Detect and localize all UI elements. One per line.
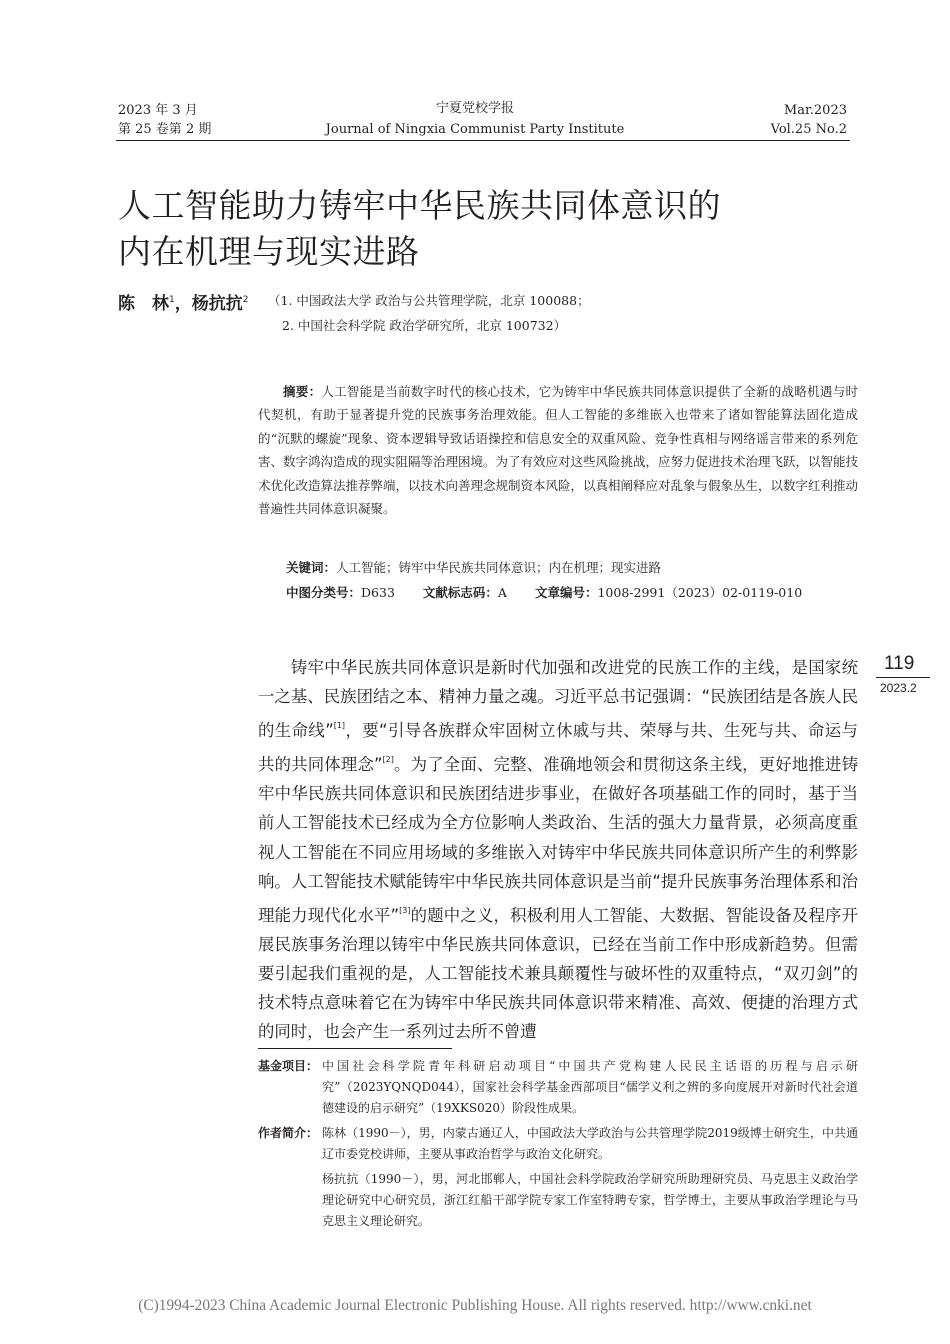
- body-text-run: 铸牢中华民族共同体意识是新时代加强和改进党的民族工作的主线，是国家统一之基、民族团结之本、精神力量之魂。习近平总书记强调：“民族团结是各族人民的生命线”: [258, 658, 858, 741]
- author-affiliation-mark: 2: [242, 295, 249, 305]
- fund-label: 基金项目：: [258, 1059, 319, 1073]
- body-paragraph: [258, 653, 858, 1046]
- author-bio-note: [258, 1123, 858, 1232]
- doc-code-label: 文献标志码：: [422, 585, 498, 600]
- doc-code-value: A: [497, 585, 507, 600]
- affiliation-line-1: （1. 中国政法大学 政治与公共管理学院，北京 100088；: [268, 293, 590, 308]
- affiliation-line-2: 2. 中国社会科学院 政治学研究所，北京 100732）: [282, 318, 567, 333]
- fund-text: 中国社会科学院青年科研启动项目“中国共产党构建人民民主话语的历程与启示研究”（2023YQNQD044），国家社会科学基金西部项目“儒学义利之辨的多向度展开对新时代社会道德建设的启示研究”（19XKS020）阶段性成果。: [322, 1059, 858, 1115]
- author-bio-label: 作者简介：: [258, 1126, 319, 1140]
- abstract: [258, 380, 858, 520]
- abstract-text: 人工智能是当前数字时代的核心技术，它为铸牢中华民族共同体意识提供了全新的战略机遇与时代契机，有助于显著提升党的民族事务治理效能。但人工智能的多维嵌入也带来了诸如智能算法固化造成的“沉默的螺旋”现象、资本逻辑导致话语操控和信息安全的双重风险、竞争性真相与网络谣言带来的系列危害、数字鸿沟造成的现实阻隔等治理困境。为了有效应对这些风险挑战，应努力促进技术治理飞跃，以智能技术优化改造算法推荐弊端，以技术向善理念规制资本风险，以真相阐释应对乱象与假象丛生，以数字红利推动普遍性共同体意识凝聚。: [258, 384, 859, 517]
- body-text-run: 。为了全面、完整、准确地领会和贯彻这条主线，更好地推进铸牢中华民族共同体意识和民族团结进步事业，在做好各项基础工作的同时，基于当前人工智能技术已经成为全方位影响人类政治、生活的强大力量背景，必须高度重视人工智能在不同应用场域的多维嵌入对铸牢中华民族共同体意识所产生的利弊影响。人工智能技术赋能铸牢中华民族共同体意识是当前“提升民族事务治理体系和治理能力现代化水平”: [258, 755, 858, 925]
- author-affiliation-mark: 1: [169, 295, 175, 305]
- author-name: 杨抗抗: [191, 294, 243, 314]
- footnotes: [258, 1056, 858, 1233]
- article-number-label: 文章编号：: [534, 585, 598, 600]
- journal-name-en: Journal of Ningxia Communist Party Institute: [325, 122, 625, 137]
- journal-name-cn: 宁夏党校学报: [435, 101, 514, 116]
- header-rule: [116, 140, 850, 141]
- clc-value: D633: [361, 585, 395, 600]
- keywords-text: 人工智能；铸牢中华民族共同体意识；内在机理；现实进路: [336, 560, 662, 575]
- body-text: [258, 653, 858, 1046]
- body-text-run: ，要“引导各族群众牢固树立休戚与共、荣辱与共、生死与共、命运与共的共同体理念”: [258, 721, 858, 775]
- keywords: [286, 556, 661, 579]
- body-text-run: 的题中之义，积极利用人工智能、大数据、智能设备及程序开展民族事务治理以铸牢中华民族共同体意识，已经在当前工作中形成新趋势。但需要引起我们重视的是，人工智能技术兼具颠覆性与破坏性的双重特点，“双刃剑”的技术特点意味着它在为铸牢中华民族共同体意识带来精准、高效、便捷的治理方式的同时，也会产生一系列过去所不曾遭: [258, 905, 859, 1042]
- copyright-notice: (C)1994-2023 China Academic Journal Electronic Publishing House. All rights reserved. http://www.cnki.net: [138, 1297, 812, 1314]
- header-volume-right: Vol.25 No.2: [770, 122, 847, 137]
- footnote-rule: [258, 1048, 452, 1049]
- page-number: 119: [884, 653, 915, 674]
- page-number-rule: [876, 677, 930, 678]
- article-number-value: 1008-2991（2023）02-0119-010: [597, 585, 803, 600]
- issue-date: 2023.2: [880, 681, 917, 695]
- keywords-label: 关键词：: [286, 560, 337, 575]
- clc-label: 中图分类号：: [286, 585, 362, 600]
- header-date-left: 2023 年 3 月: [118, 103, 198, 118]
- author-bio-1: 陈林（1990－），男，内蒙古通辽人，中国政法大学政治与公共管理学院2019级博士研究生，中共通辽市委党校讲师，主要从事政治哲学与政治文化研究。: [322, 1126, 858, 1161]
- author-name: 陈 林: [118, 294, 169, 314]
- article-title-line-1: 人工智能助力铸牢中华民族共同体意识的: [118, 186, 721, 225]
- author-bio-2: 杨抗抗（1990－），男，河北邯郸人，中国社会科学院政治学研究所助理研究员、马克思主义政治学理论研究中心研究员，浙江红船干部学院专家工作室特聘专家，哲学博士，主要从事政治学理论与马克思主义理论研究。: [322, 1172, 858, 1228]
- citation-ref: [1]: [333, 721, 346, 731]
- author-separator: ，: [174, 294, 192, 314]
- header-date-right: Mar.2023: [783, 103, 847, 118]
- fund-note: [258, 1056, 858, 1119]
- citation-ref: [3]: [399, 905, 411, 915]
- citation-ref: [2]: [382, 755, 394, 765]
- abstract-label: 摘要：: [283, 384, 322, 399]
- header-volume-left: 第 25 卷第 2 期: [118, 122, 212, 137]
- article-title-line-2: 内在机理与现实进路: [118, 232, 420, 271]
- classification-info: [286, 581, 802, 604]
- author-list: [118, 289, 248, 314]
